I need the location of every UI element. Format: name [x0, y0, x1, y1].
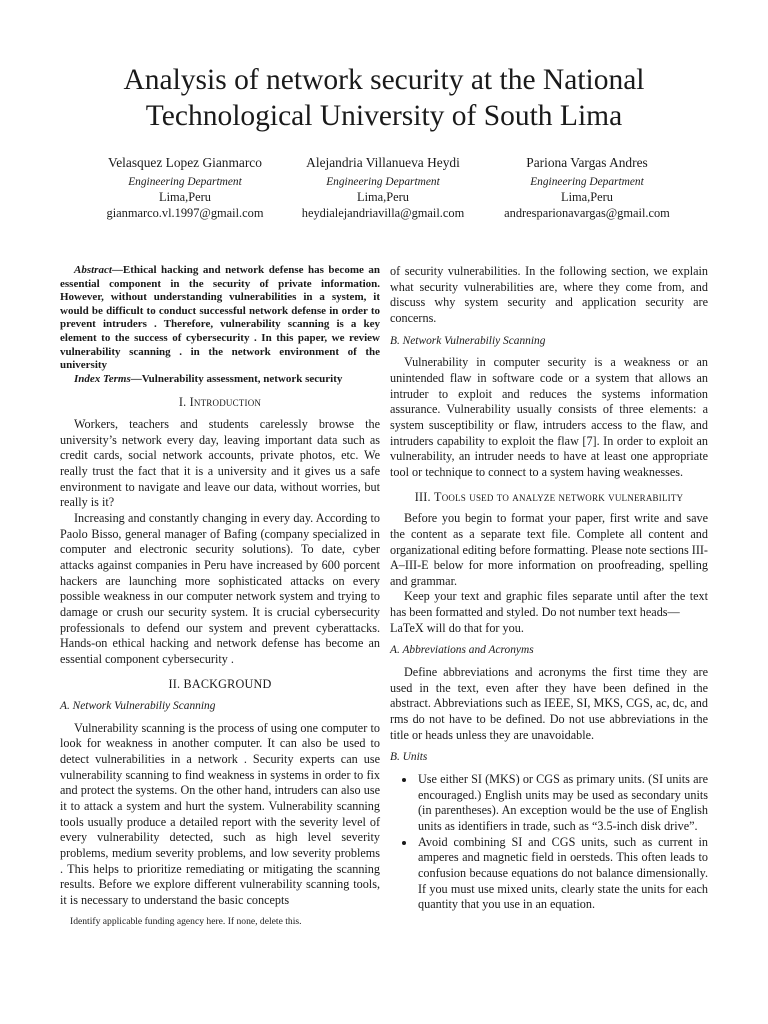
- section-heading-introduction: I. Introduction: [178, 395, 262, 410]
- author-department: Engineering Department: [326, 176, 440, 188]
- author-location: Lima,Peru: [159, 190, 211, 204]
- author-department: Engineering Department: [128, 176, 242, 188]
- footnote: Identify applicable funding agency here. If none, delete this.: [70, 916, 302, 927]
- latex-logo: LaTeX: [390, 620, 424, 635]
- index-terms: [60, 373, 380, 387]
- paragraph: Before you begin to format your paper, first write and save the content as a separate text file. Complete all content and organizational editing before formatting. Please note sections III-A–III-E below for more information on proofreading, spelling and grammar.: [390, 511, 708, 588]
- author-name: Pariona Vargas Andres: [526, 155, 648, 170]
- author-name: Velasquez Lopez Gianmarco: [108, 155, 262, 170]
- author-department: Engineering Department: [530, 176, 644, 188]
- section-heading-background: II. BACKGROUND: [168, 676, 272, 691]
- paper-title: Analysis of network security at the National Technological University of South Lima: [123, 64, 645, 132]
- author-block-3: [472, 154, 702, 221]
- author-location: Lima,Peru: [561, 190, 613, 204]
- author-location: Lima,Peru: [357, 190, 409, 204]
- subsection-heading: B. Network Vulnerabiliy Scanning: [390, 334, 546, 347]
- paragraph: of security vulnerabilities. In the following section, we explain what security vulnerabilities are, where they come from, and discuss why system security and application security are concerns.: [390, 264, 708, 325]
- abstract: [60, 264, 380, 373]
- abstract-text: —Ethical hacking and network defense has become an essential component in the security of private information. However, without understanding vulnerabilities in a system, it would be difficult to conduct successful network defense in order to prevent intruders . Therefore, vulnerability scanning is a key element to the success of cybersecurity . In this paper, we review vulnerability scanning . in the network environment of the university: [60, 264, 380, 372]
- subsection-heading: A. Abbreviations and Acronyms: [390, 644, 534, 657]
- author-email: gianmarco.vl.1997@gmail.com: [106, 206, 264, 220]
- abstract-label: Abstract: [74, 264, 112, 276]
- index-terms-label: Index Terms: [74, 372, 131, 385]
- author-email: andresparionavargas@gmail.com: [504, 206, 670, 220]
- author-name: Alejandria Villanueva Heydi: [306, 155, 460, 170]
- list-item: • Use either SI (MKS) or CGS as primary units. (SI units are encouraged.) English units may be used as secondary units (in parentheses). An exception would be the use of English units as identifiers in trade, such as “3.5-inch disk drive”.: [416, 772, 708, 835]
- index-terms-text: —Vulnerability assessment, network security: [130, 372, 343, 385]
- author-block-2: [268, 154, 498, 221]
- author-block-1: [70, 154, 300, 221]
- paragraph: Define abbreviations and acronyms the first time they are used in the text, even after they have been defined in the abstract. Abbreviations such as IEEE, SI, MKS, CGS, ac, dc, and rms do not have to be defined. Do not use abbreviations in the title or heads unless they are unavoidable.: [390, 665, 708, 742]
- paragraph: Workers, teachers and students carelessly browse the university’s network every day, leaving important data such as credit cards, social network accounts, private photos, etc. We really trust the fact that it is a university and it gives us a safe environment to navigate and leave our data, without worries, but really is it?: [60, 417, 380, 510]
- subsection-heading: A. Network Vulnerabiliy Scanning: [60, 700, 216, 713]
- paragraph: Vulnerability scanning is the process of using one computer to look for weakness in another computer. It can also be used to detect vulnerabilities in a network . Security experts can use vulnerability scanning to find weakness in systems in order to fix and protect the systems. On the other hand, intruders can also use it to attack a system and hurt the system. Vulnerability scanning tools usually produce a detailed report with the severity level of every vulnerability detected, such as high level severity problems, medium severity problems, and low severity problems . This helps to prioritize remediating or mitigating the scanning results. Before we explore different vulnerability scanning tools, it is necessary to understand the basic concepts: [60, 720, 380, 908]
- subsection-heading: B. Units: [390, 751, 428, 764]
- paragraph: Keep your text and graphic files separate until after the text has been formatted and styled. Do not number text heads— LaTeX will do that for you.: [390, 589, 708, 635]
- section-heading-tools: III. Tools used to analyze network vulnerability: [414, 489, 684, 504]
- author-email: heydialejandriavilla@gmail.com: [301, 206, 465, 220]
- paragraph: Increasing and constantly changing in every day. According to Paolo Bisso, general manager of Bafing (company specialized in computer and electronic security solutions). To date, cyber attacks against companies in Peru have increased by 600 porcent hackers are launching more sophisticated attacks on every possible weakness in our computer network system and trying to damage or crush our security system. It is crucial cybersecurity professionals to defend our system and prevent cyberattacks. Hands-on ethical hacking and network defense has become an essential component cybersecurity .: [60, 510, 380, 666]
- list-item: • Avoid combining SI and CGS units, such as current in amperes and magnetic field in oersteds. This often leads to confusion because equations do not balance dimensionally. If you must use mixed units, clearly state the units for each quantity that you use in an equation.: [416, 835, 708, 913]
- right-column: [390, 264, 708, 913]
- units-list: [390, 772, 708, 913]
- left-column: [60, 264, 380, 909]
- paragraph: Vulnerability in computer security is a weakness or an unintended flaw in software code or a system that allows an intruder to exploit and reduces the systems information assurance. Vulnerability usually consists of three elements: a system susceptibility or flaw, intruders access to the flaw, and intruders capability to exploit the flaw [7]. In order to exploit an vulnerability, an intruder needs to have at least one appropriate tool or technique to connect to a system having weaknesses.: [390, 355, 708, 479]
